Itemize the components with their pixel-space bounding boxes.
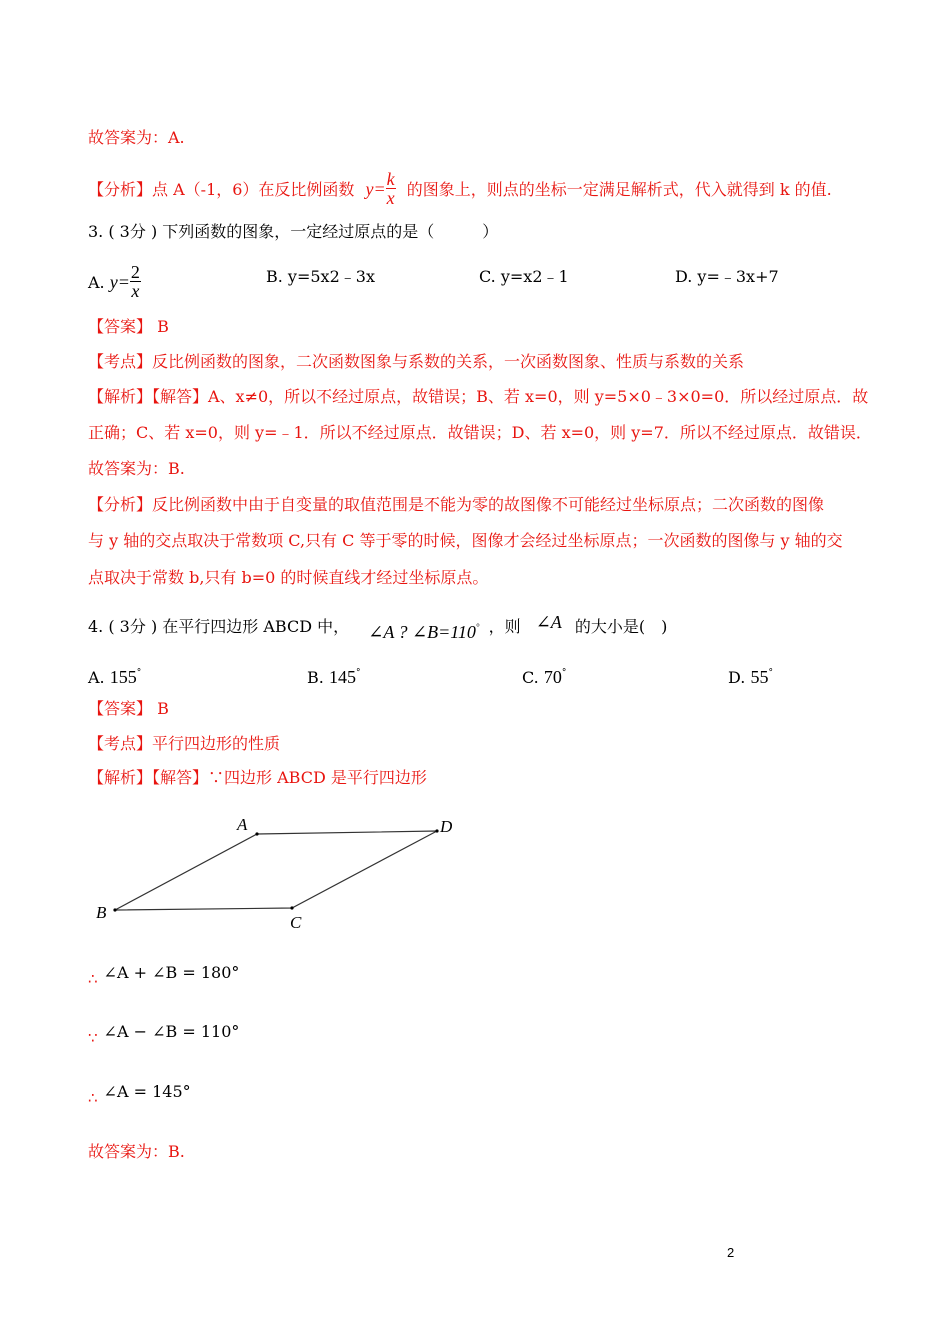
q3-option-d: D. y=﹣3x+7	[675, 267, 779, 286]
q2-analysis-post: 的图象上，则点的坐标一定满足解析式，代入就得到 k 的值.	[406, 180, 832, 199]
q4-step1-equation: ∠A + ∠B = 180°	[103, 963, 240, 982]
vertex-a-label: A	[237, 815, 248, 834]
vertex-c-label: C	[290, 913, 302, 932]
q3-option-a-numerator: 2	[130, 262, 140, 282]
q4-stem-post: 的大小是( )	[574, 617, 668, 636]
q4-stem	[88, 610, 668, 642]
vertex-a-dot	[255, 832, 258, 835]
q4-step1	[88, 962, 239, 990]
q4-stem-condition: ∠A ? ∠B=110°	[368, 622, 480, 642]
q3-conclusion: 故答案为：B.	[88, 459, 185, 478]
vertex-b-dot	[113, 908, 116, 911]
therefore-symbol: ∴	[88, 1089, 98, 1107]
q4-conclusion: 故答案为：B.	[88, 1142, 185, 1161]
q4-solution-intro: 【解析】【解答】∵四边形 ABCD 是平行四边形	[88, 768, 427, 787]
q3-stem: 3. ( 3分 ) 下列函数的图象，一定经过原点的是（ ）	[88, 222, 499, 241]
q3-option-a-prefix: A.	[88, 273, 105, 292]
q3-option-c: C. y=x2﹣1	[479, 267, 569, 286]
vertex-d-dot	[435, 829, 438, 832]
q4-stem-pre: 4. ( 3分 ) 在平行四边形 ABCD 中，	[88, 617, 350, 636]
q2-func-lhs: y=	[365, 179, 386, 199]
q3-analysis-line2: 与 y 轴的交点取决于常数项 C,只有 C 等于零的时候，图像才会经过坐标原点；一次函数的图像与 y 轴的交	[88, 531, 843, 550]
page-number: 2	[727, 1245, 735, 1260]
q3-keypoint: 【考点】反比例函数的图象，二次函数图象与系数的关系，一次函数图象、性质与系数的关系	[88, 352, 745, 371]
q3-option-a-lhs: y=	[109, 272, 130, 292]
q2-conclusion: 故答案为：A.	[88, 128, 185, 147]
parallelogram-figure	[90, 808, 470, 938]
q4-option-c: C. 70°	[522, 667, 567, 687]
q4-option-d: D. 55°	[728, 667, 773, 687]
q4-keypoint: 【考点】平行四边形的性质	[88, 734, 281, 753]
q2-analysis	[88, 169, 832, 209]
q2-func-denominator: x	[386, 188, 395, 208]
vertex-c-dot	[290, 906, 293, 909]
vertex-d-label: D	[440, 817, 453, 836]
q4-stem-angle: ∠A	[535, 612, 562, 632]
q4-step3-equation: ∠A = 145°	[103, 1082, 191, 1101]
q3-analysis-line1: 【分析】反比例函数中由于自变量的取值范围是不能为零的故图像不可能经过坐标原点；二次函数的图像	[88, 495, 825, 514]
q4-option-a: A. 155°	[88, 667, 142, 687]
q3-option-a	[88, 262, 141, 302]
q3-option-b: B. y=5x2﹣3x	[266, 267, 375, 286]
q4-step3	[88, 1081, 191, 1109]
parallelogram-shape	[115, 831, 437, 910]
q3-option-a-denominator: x	[131, 281, 140, 301]
vertex-b-label: B	[96, 903, 107, 922]
q2-analysis-pre: 点 A（-1，6）在反比例函数	[152, 180, 355, 199]
q3-analysis-line3: 点取决于常数 b,只有 b=0 的时候直线才经过坐标原点。	[88, 568, 489, 587]
q2-analysis-tag: 【分析】	[88, 180, 153, 199]
q3-solution-line2: 正确；C、若 x=0，则 y=﹣1．所以不经过原点．故错误；D、若 x=0，则 y=7．所以不经过原点．故错误．	[88, 423, 872, 442]
q2-func-fraction	[386, 170, 396, 207]
q4-answer: 【答案】 B	[88, 699, 169, 718]
q3-answer: 【答案】 B	[88, 317, 169, 336]
q2-func-numerator: k	[386, 169, 395, 189]
q4-step2-equation: ∠A − ∠B = 110°	[103, 1022, 240, 1041]
therefore-symbol: ∴	[88, 970, 98, 988]
because-symbol: ∵	[88, 1029, 98, 1047]
q4-option-b: B. 145°	[307, 667, 361, 687]
q4-step2	[88, 1021, 239, 1049]
q3-option-a-fraction	[130, 263, 141, 300]
q4-stem-mid: ，则	[488, 617, 521, 636]
q3-solution-line1: 【解析】【解答】A、x≠0，所以不经过原点，故错误；B、若 x=0，则 y=5×0﹣3×0=0．所以经过原点．故	[88, 387, 869, 406]
